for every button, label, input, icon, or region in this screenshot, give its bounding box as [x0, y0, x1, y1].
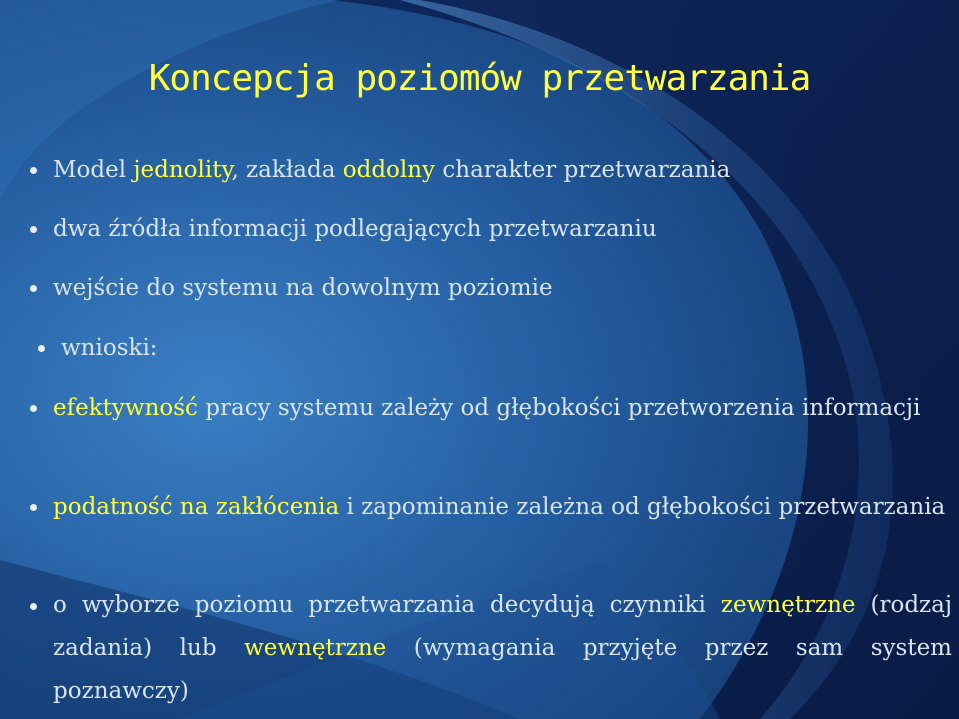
- bullet-entry: [22, 266, 942, 310]
- bullet-text: (rodzaj zadania) lub: [53, 592, 952, 661]
- bullet-conclusions: [30, 326, 930, 370]
- bullet-text: i zapominanie zależna od głębokości przetwarzania: [339, 494, 946, 520]
- highlight-oddolny: oddolny: [342, 157, 436, 183]
- bullet-text: charakter przetwarzania: [435, 157, 731, 183]
- highlight-wewnetrzne: wewnętrzne: [244, 635, 387, 661]
- bullet-dot: [30, 603, 37, 610]
- bullet-dot: [38, 345, 45, 352]
- bullet-text: dwa źródła informacji podlegających przetwarzaniu: [53, 216, 657, 242]
- highlight-podatnosc: podatność na zakłócenia: [53, 494, 340, 520]
- bullet-dot: [30, 167, 37, 174]
- highlight-jednolity: jednolity: [133, 157, 232, 183]
- bullet-text: wejście do systemu na dowolnym poziomie: [53, 275, 553, 301]
- bullet-text: pracy systemu zależy od głębokości przetworzenia informacji: [197, 395, 921, 421]
- bullet-sources: [22, 207, 942, 251]
- bullet-text: , zakłada: [231, 157, 343, 183]
- bullet-model: [22, 148, 942, 192]
- bullet-dot: [30, 226, 37, 233]
- bullet-choice: [22, 584, 952, 713]
- bullet-text: o wyborze poziomu przetwarzania decydują czynniki: [53, 592, 721, 618]
- bullet-dot: [30, 405, 37, 412]
- bullet-text: Model: [53, 157, 134, 183]
- bullet-text: wnioski:: [61, 335, 158, 361]
- bullet-dot: [30, 285, 37, 292]
- highlight-efektywnosc: efektywność: [53, 395, 198, 421]
- highlight-zewnetrzne: zewnętrzne: [720, 592, 856, 618]
- bullet-text: (wymagania przyjęte przez sam system poznawczy): [53, 635, 952, 704]
- slide-title: Koncepcja poziomów przetwarzania: [148, 58, 811, 99]
- bullet-efficiency: [22, 386, 952, 430]
- bullet-susceptibility: [22, 485, 952, 529]
- bullet-dot: [30, 504, 37, 511]
